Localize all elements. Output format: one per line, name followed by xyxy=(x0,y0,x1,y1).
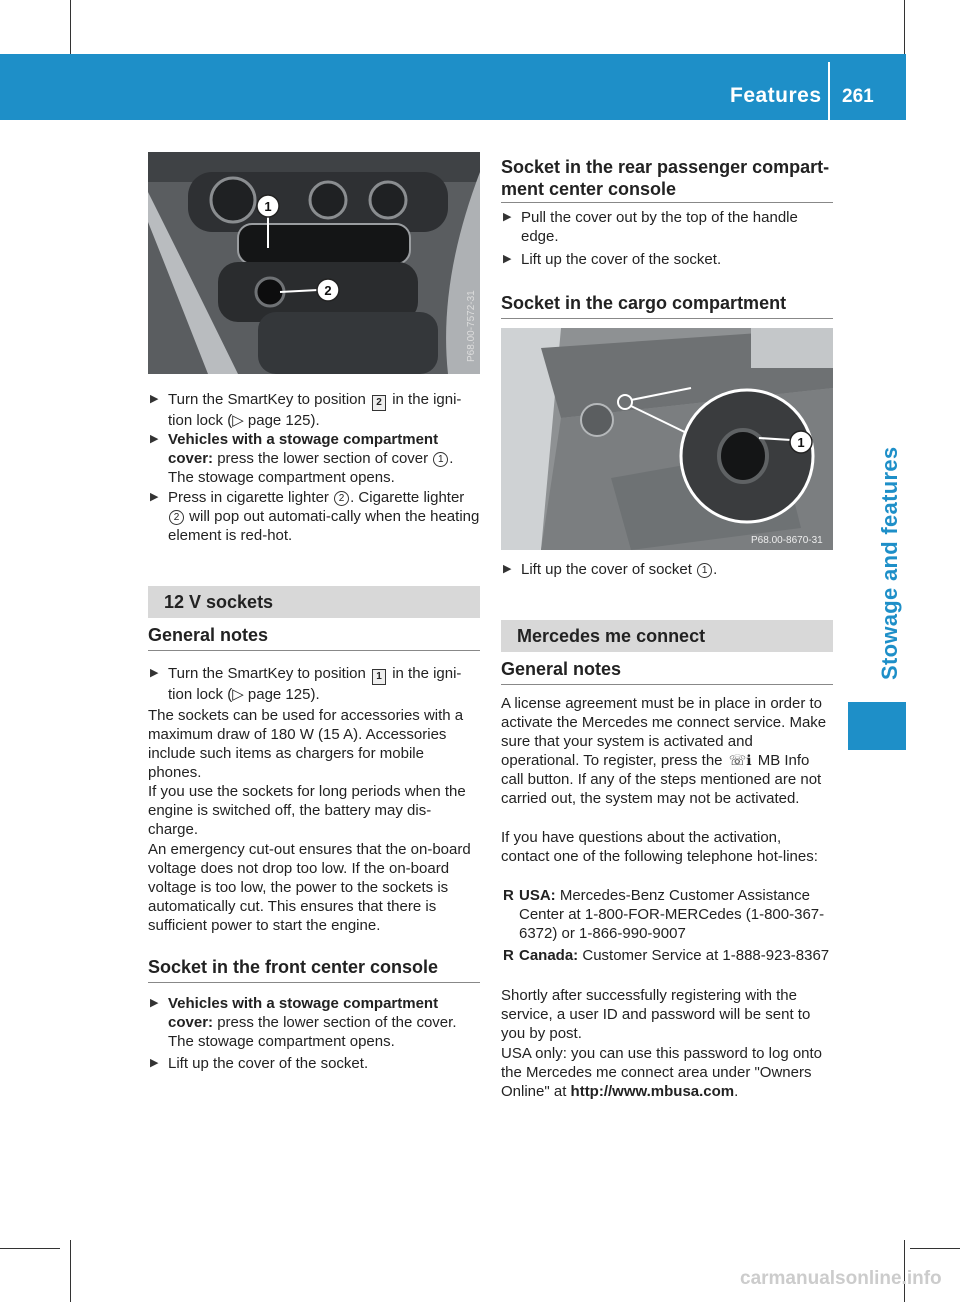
paragraph: The sockets can be used for accessories with a maximum draw of 180 W (15 A). Accessories include such items as chargers for mobile phones. xyxy=(148,707,464,781)
step-arrow-icon: ▶ xyxy=(503,253,512,265)
step-arrow-icon: ▶ xyxy=(150,491,159,503)
crop-mark xyxy=(904,0,905,60)
key-position-icon: 1 xyxy=(372,669,386,685)
instruction-step: ▶ Vehicles with a stowage compartment cover: press the lower section of the cover. The stowage compartment opens. xyxy=(150,995,457,1050)
section-band: 12 V sockets xyxy=(148,586,480,618)
section-band: Mercedes me connect xyxy=(501,620,833,652)
subheading: General notes xyxy=(501,659,622,679)
callout-ref: 1 xyxy=(697,563,712,578)
list-item: R Canada: Customer Service at 1-888-923-8367 xyxy=(503,947,830,964)
callout-number-2: 2 xyxy=(324,283,332,298)
section-title: Features xyxy=(730,84,822,107)
console-photo xyxy=(148,152,480,374)
photo-code: P68.00-7572-31 xyxy=(466,290,477,362)
cargo-photo xyxy=(501,328,833,550)
callout-ref: 1 xyxy=(433,452,448,467)
subheading: Socket in the cargo compartment xyxy=(501,293,787,313)
list-item: R USA: Mercedes-Benz Customer Assistance Center at 1-800-FOR-MERCedes (1-800-367-6372) or 1-866-990-9007 xyxy=(503,887,825,942)
step-arrow-icon: ▶ xyxy=(150,1057,159,1069)
crop-mark xyxy=(0,1248,60,1249)
instruction-step: ▶ Lift up the cover of socket 1 . xyxy=(503,561,718,578)
crop-mark xyxy=(910,1248,960,1249)
header-divider xyxy=(828,62,830,120)
paragraph: If you have questions about the activation, contact one of the following telephone hot-lines: xyxy=(501,829,818,865)
chapter-tab-marker xyxy=(848,702,906,750)
key-position-icon: 2 xyxy=(372,395,386,411)
watermark: carmanualsonline.info xyxy=(740,1268,942,1289)
subheading: General notes xyxy=(148,625,269,645)
bullet-icon: R xyxy=(503,947,514,964)
chapter-tab: Stowage and features xyxy=(877,446,902,680)
paragraph: If you use the sockets for long periods when the engine is switched off, the battery may dis-charge. xyxy=(148,783,466,838)
paragraph: An emergency cut-out ensures that the on-board voltage does not drop too low. If the on-board voltage is too low, the power to the sockets is automatically cut. This ensures that there is sufficient power to start the engine. xyxy=(148,841,471,934)
instruction-step: ▶ Lift up the cover of the socket. xyxy=(150,1055,369,1072)
photo-code: P68.00-8670-31 xyxy=(751,535,823,546)
step-arrow-icon: ▶ xyxy=(150,997,159,1009)
callout-ref: 2 xyxy=(334,491,349,506)
bullet-icon: R xyxy=(503,887,514,904)
website-link[interactable]: http://www.mbusa.com xyxy=(570,1083,735,1100)
instruction-step: ▶ Lift up the cover of the socket. xyxy=(503,251,722,268)
heading-rule xyxy=(501,684,833,685)
step-arrow-icon: ▶ xyxy=(503,211,512,223)
callout-number-1: 1 xyxy=(264,199,272,214)
step-arrow-icon: ▶ xyxy=(150,393,159,405)
step-arrow-icon: ▶ xyxy=(503,563,512,575)
instruction-step: ▶ Pull the cover out by the top of the handle edge. xyxy=(503,209,798,245)
paragraph: Shortly after successfully registering with the service, a user ID and password will be sent to you by post. xyxy=(501,987,811,1042)
instruction-step: ▶ Vehicles with a stowage compartment cover: press the lower section of cover 1 . The stowage compartment opens. xyxy=(150,431,454,486)
instruction-step: ▶ Turn the SmartKey to position 1 in the igni-tion lock (▷ page 125). xyxy=(150,665,462,703)
heading-rule xyxy=(501,202,833,203)
instruction-step: ▶ Press in cigarette lighter 2 . Cigarette lighter 2 will pop out automati-cally when the heating element is red-hot. xyxy=(150,489,480,544)
crop-mark xyxy=(70,0,71,60)
crop-mark xyxy=(70,1240,71,1302)
paragraph: A license agreement must be in place in order to activate the Mercedes me connect service. Make sure that your system is activated and operational. To register, press the ☏ℹ MB Info call button. If any of the steps mentioned are not carried out, the system may not be activated. xyxy=(501,695,827,807)
heading-rule xyxy=(501,318,833,319)
page-number: 261 xyxy=(842,86,874,107)
step-arrow-icon: ▶ xyxy=(150,667,159,679)
instruction-step: ▶ Turn the SmartKey to position 2 in the igni-tion lock (▷ page 125). xyxy=(150,391,462,429)
heading-rule xyxy=(148,650,480,651)
callout-ref: 2 xyxy=(169,510,184,525)
step-arrow-icon: ▶ xyxy=(150,433,159,445)
subheading: Socket in the rear passenger compart-ment center console xyxy=(501,157,830,199)
subheading: Socket in the front center console xyxy=(148,957,439,977)
phone-info-icon: ☏ℹ xyxy=(728,752,752,768)
paragraph: USA only: you can use this password to log onto the Mercedes me connect area under "Owners Online" at http://www.mbusa.com. xyxy=(501,1045,823,1100)
callout-number-1: 1 xyxy=(797,435,805,450)
heading-rule xyxy=(148,982,480,983)
